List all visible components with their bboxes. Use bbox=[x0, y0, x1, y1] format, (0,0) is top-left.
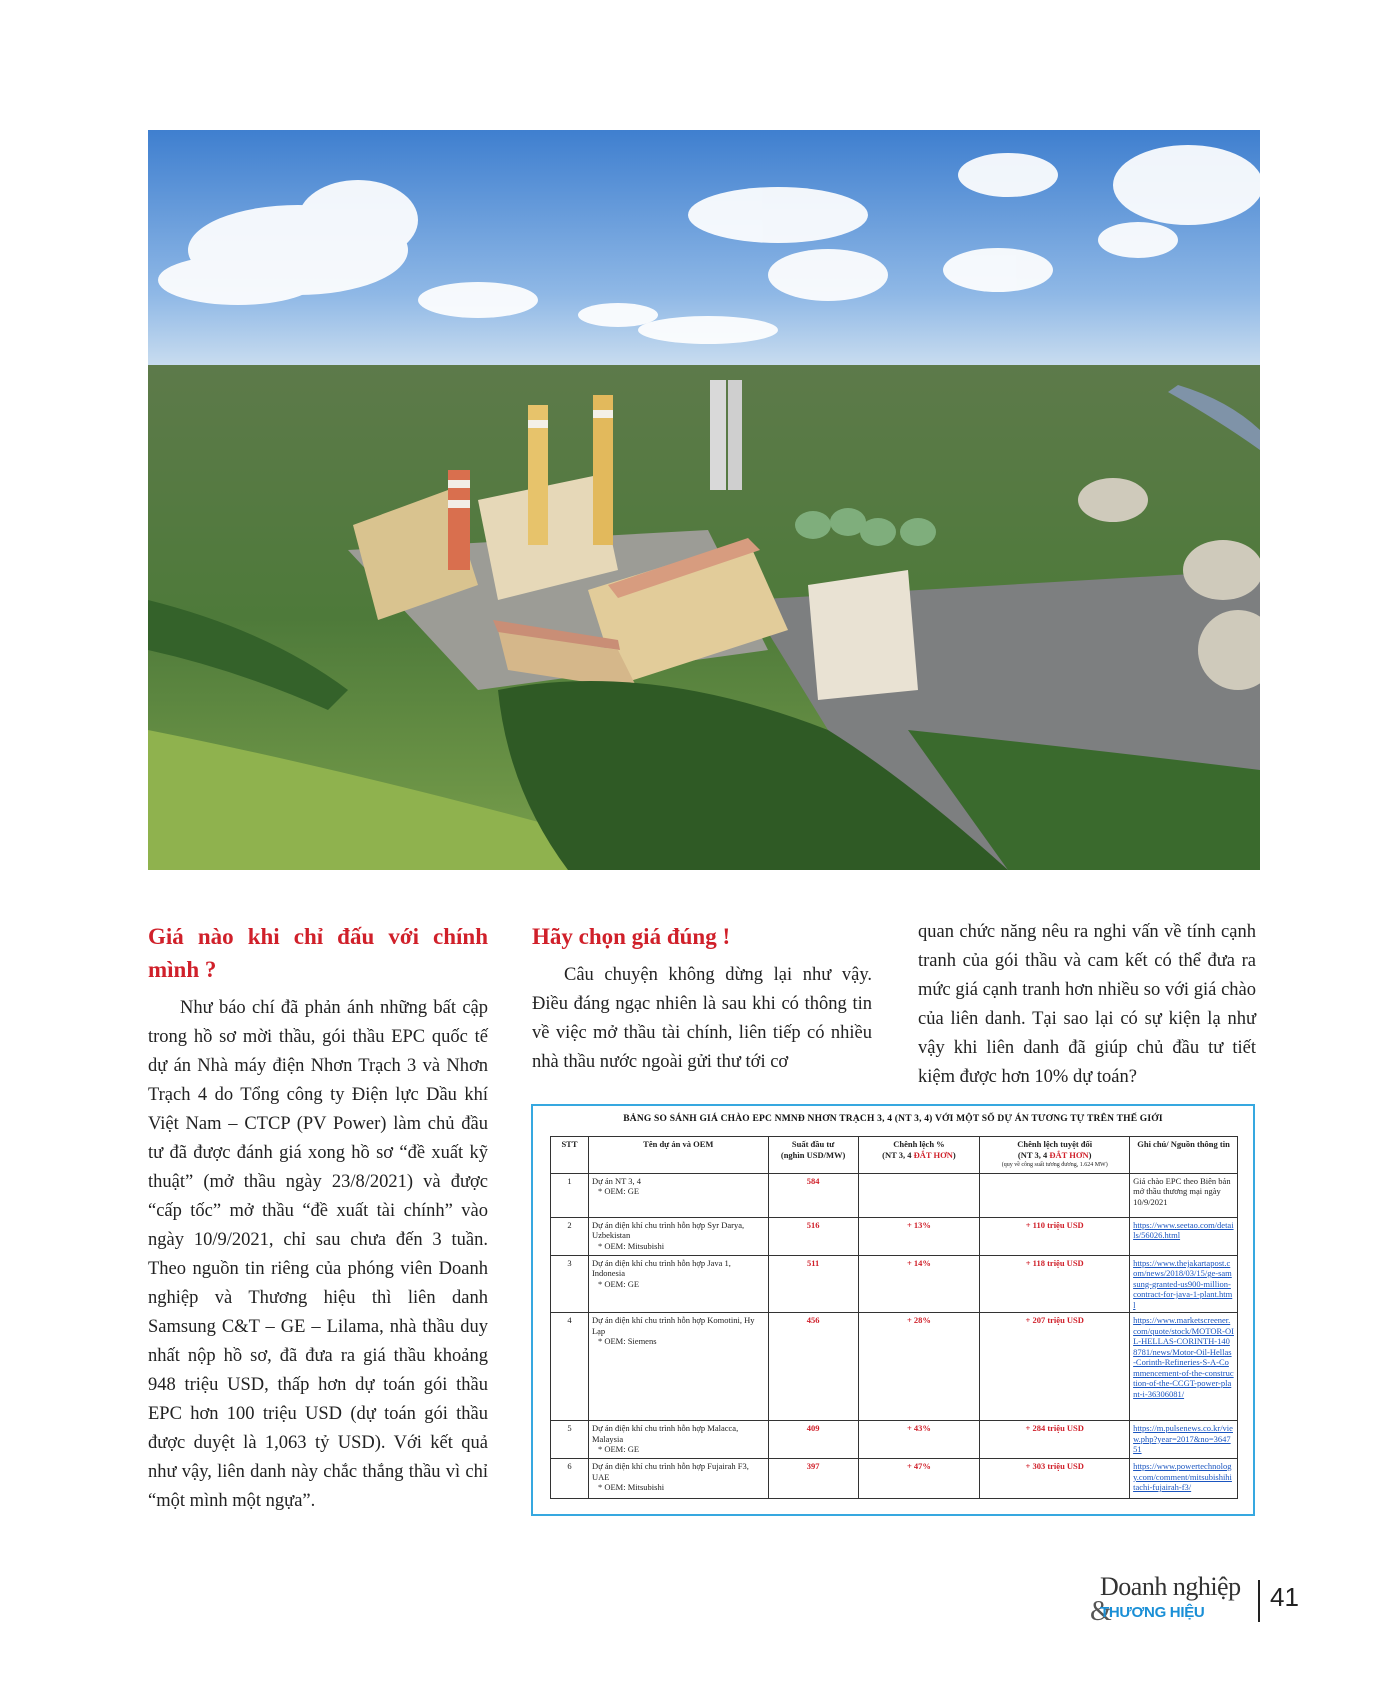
table-title: BẢNG SO SÁNH GIÁ CHÀO EPC NMNĐ NHƠN TRẠCH 3, 4 (NT 3, 4) VỚI MỘT SỐ DỰ ÁN TƯƠNG TỰ TRÊN THẾ GIỚI bbox=[623, 1114, 1163, 1124]
table-row bbox=[551, 1217, 1238, 1255]
cell-pct-diff: + 14% bbox=[858, 1255, 980, 1313]
article-column-3 bbox=[918, 918, 1256, 1092]
logo-text-top: Doanh nghiệp bbox=[1100, 1572, 1241, 1601]
source-link[interactable]: https://m.pulsenews.co.kr/view.php?year=2017&no=364751 bbox=[1130, 1421, 1238, 1459]
cell-pct-diff: + 13% bbox=[858, 1217, 980, 1255]
table-row bbox=[551, 1255, 1238, 1313]
page-number: 41 bbox=[1270, 1582, 1299, 1612]
cell-abs-diff bbox=[980, 1173, 1130, 1217]
table-row bbox=[551, 1173, 1238, 1217]
power-plant-aerial-photo bbox=[148, 130, 1260, 870]
cell-pct-diff: + 28% bbox=[858, 1313, 980, 1421]
cell-stt: 2 bbox=[551, 1217, 589, 1255]
magazine-footer bbox=[1090, 1570, 1320, 1630]
source-link[interactable]: https://www.thejakartapost.com/news/2018/03/15/ge-samsung-granted-us900-million-contract-for-java-1-plant.html bbox=[1130, 1255, 1238, 1313]
article-column-1 bbox=[148, 920, 488, 1516]
source-link[interactable]: https://www.powertechnology.com/comment/mitsubishihitachi-fujairah-f3/ bbox=[1130, 1459, 1238, 1499]
cell-rate: 584 bbox=[768, 1173, 858, 1217]
cell-abs-diff: + 284 triệu USD bbox=[980, 1421, 1130, 1459]
footer-divider bbox=[1258, 1580, 1260, 1622]
cell-pct-diff bbox=[858, 1173, 980, 1217]
cell-rate: 456 bbox=[768, 1313, 858, 1421]
cell-project-name: Dự án NT 3, 4 * OEM: GE bbox=[588, 1173, 768, 1217]
article-column-2 bbox=[532, 920, 872, 1077]
cell-abs-diff: + 207 triệu USD bbox=[980, 1313, 1130, 1421]
section-heading-1: Giá nào khi chỉ đấu với chính mình ? bbox=[148, 924, 488, 982]
cell-rate: 511 bbox=[768, 1255, 858, 1313]
cell-stt: 4 bbox=[551, 1313, 589, 1421]
comparison-table-box bbox=[531, 1104, 1255, 1516]
cell-abs-diff: + 303 triệu USD bbox=[980, 1459, 1130, 1499]
logo-text-bottom: THƯƠNG HIỆU bbox=[1100, 1604, 1205, 1621]
cell-source-note: Giá chào EPC theo Biên bản mở thầu thương mại ngày 10/9/2021 bbox=[1130, 1173, 1238, 1217]
cell-abs-diff: + 118 triệu USD bbox=[980, 1255, 1130, 1313]
article-paragraph-3: quan chức năng nêu ra nghi vấn về tính cạnh tranh của gói thầu và cam kết có thể đưa ra mức giá cạnh tranh hơn nhiều so với giá chào của liên danh. Tại sao lại có sự kiện lạ như vậy khi liên danh đã giúp chủ đầu tư tiết kiệm được hơn 10% dự toán? bbox=[918, 922, 1256, 1087]
cell-stt: 1 bbox=[551, 1173, 589, 1217]
cell-stt: 5 bbox=[551, 1421, 589, 1459]
header-source: Ghi chú/ Nguồn thông tin bbox=[1130, 1137, 1238, 1174]
comparison-table bbox=[550, 1136, 1238, 1499]
cell-project-name: Dự án điện khí chu trình hỗn hợp Java 1, Indonesia * OEM: GE bbox=[588, 1255, 768, 1313]
source-link[interactable]: https://www.seetao.com/details/56026.html bbox=[1130, 1217, 1238, 1255]
article-paragraph-1: Như báo chí đã phản ánh những bất cập trong hồ sơ mời thầu, gói thầu EPC quốc tế dự án Nhà máy điện Nhơn Trạch 3 và Nhơn Trạch 4 do Tổng công ty Điện lực Dầu khí Việt Nam – CTCP (PV Power) làm chủ đầu tư đã được đánh giá xong hồ sơ “đề xuất kỹ thuật” (mở thầu ngày 23/8/2021) và được “cấp tốc” mở thầu “đề xuất tài chính” vào ngày 10/9/2021, chỉ sau chưa đến 3 tuần. Theo nguồn tin riêng của phóng viên Doanh nghiệp và Thương hiệu thì liên danh Samsung C&T – GE – Lilama, nhà thầu duy nhất nộp hồ sơ, đã đưa ra giá thầu khoảng 948 triệu USD, thấp hơn dự toán gói thầu EPC hơn 100 triệu USD (dự toán gói thầu được duyệt là 1,063 tỷ USD). Với kết quả như vậy, liên danh này chắc thắng thầu vì chỉ “một mình một ngựa”. bbox=[148, 998, 488, 1511]
article-paragraph-2: Câu chuyện không dừng lại như vậy. Điều đáng ngạc nhiên là sau khi có thông tin về việc mở thầu tài chính, liên tiếp có nhiều nhà thầu nước ngoài gửi thư tới cơ bbox=[532, 965, 872, 1072]
cell-project-name: Dự án điện khí chu trình hỗn hợp Fujairah F3, UAE * OEM: Mitsubishi bbox=[588, 1459, 768, 1499]
table-row bbox=[551, 1459, 1238, 1499]
cell-project-name: Dự án điện khí chu trình hỗn hợp Malacca, Malaysia * OEM: GE bbox=[588, 1421, 768, 1459]
table-header-row bbox=[551, 1137, 1238, 1174]
cell-stt: 6 bbox=[551, 1459, 589, 1499]
logo-ampersand: & bbox=[1090, 1596, 1112, 1627]
source-link[interactable]: https://www.marketscreener.com/quote/stock/MOTOR-OIL-HELLAS-CORINTH-1408781/news/Motor-Oil-Hellas-Corinth-Refineries-S-A-Commencement-of-the-construction-of-the-CCGT-power-plant-i-36306081/ bbox=[1130, 1313, 1238, 1421]
header-rate: Suất đầu tư (nghìn USD/MW) bbox=[768, 1137, 858, 1174]
cell-rate: 397 bbox=[768, 1459, 858, 1499]
table-row bbox=[551, 1421, 1238, 1459]
header-stt: STT bbox=[551, 1137, 589, 1174]
cell-project-name: Dự án điện khí chu trình hỗn hợp Komotini, Hy Lạp * OEM: Siemens bbox=[588, 1313, 768, 1421]
cell-project-name: Dự án điện khí chu trình hỗn hợp Syr Darya, Uzbekistan * OEM: Mitsubishi bbox=[588, 1217, 768, 1255]
table-row bbox=[551, 1313, 1238, 1421]
cell-rate: 516 bbox=[768, 1217, 858, 1255]
header-pct: Chênh lệch % (NT 3, 4 ĐẮT HƠN) bbox=[858, 1137, 980, 1174]
header-abs: Chênh lệch tuyệt đối (NT 3, 4 ĐẮT HƠN) (quy về công suất tương đương, 1.624 MW) bbox=[980, 1137, 1130, 1174]
cell-stt: 3 bbox=[551, 1255, 589, 1313]
header-name: Tên dự án và OEM bbox=[588, 1137, 768, 1174]
cell-pct-diff: + 47% bbox=[858, 1459, 980, 1499]
cell-pct-diff: + 43% bbox=[858, 1421, 980, 1459]
cell-abs-diff: + 110 triệu USD bbox=[980, 1217, 1130, 1255]
cell-rate: 409 bbox=[768, 1421, 858, 1459]
section-heading-2: Hãy chọn giá đúng ! bbox=[532, 924, 731, 949]
